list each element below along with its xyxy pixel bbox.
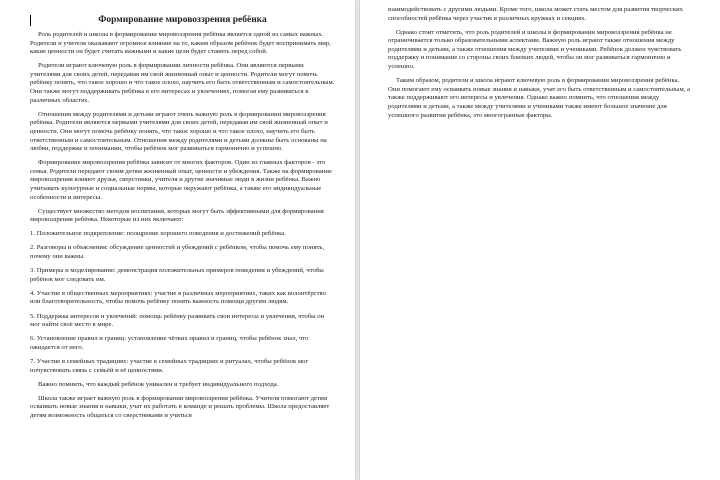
paragraph: 6. Установление правил и границ: установление чётких правил и границ, чтобы ребёнок знал, что ожидается от него. [30,335,309,351]
document-title: Формирование мировоззрения ребёнка [98,15,267,25]
paragraph: 2. Разговоры и объяснения: обсуждение ценностей и убеждений с ребёнком, чтобы помочь ему понять, почему они важны. [30,244,325,261]
paragraph: Отношения между родителями и детьми играют очень важную роль в формировании мировоззрения ребёнка. Родители являются первыми учителями для своих детей, передавая им свой жизненный опыт и ценности. Они могут помочь ребёнку понять, что такое хорошо и что такое плохо, научить его быть ответственным и самостоятельным. Отношения между родителями и детьми должны быть основаны на любви, поддержке и понимании, чтобы ребёнок мог развиваться гармонично и успешно. [30,110,328,153]
paragraph: 4. Участие в общественных мероприятиях: участие в различных мероприятиях, таких как волонтёрство или благотворительность, чтобы помочь ребёнку понять важность помощи другим людям. [30,289,327,306]
paragraph: Роль родителей и школы в формировании мировоззрения ребёнка является одной из самых важных. Родители и учителя оказывают огромное влияние на то, каким образом ребёнок будет воспринимать мир, какие ценности он будет считать важными и какие цели будет ставить перед собой. [30,31,331,56]
paragraph: 1. Положительное подкрепление: поощрение хорошего поведения и достижений ребёнка. [30,230,286,238]
paragraph: Родители играют ключевую роль в формировании личности ребёнка. Они являются первыми учителями для своих детей, передавая им свой жизненный опыт и ценности. Родители могут помочь ребёнку понять, что такое хорошо и что такое плохо, научить его быть ответственным и самостоятельным. Они также могут поддерживать ребёнка в его интересах и увлечениях, помогая ему развиваться в различных областях. [30,62,335,104]
paragraph: взаимодействовать с другими людьми. Кроме того, школа может стать местом для развития творческих способностей ребёнка через участие в различных кружках и секциях. [388,6,684,22]
paragraph: 3. Примеры и моделирование: демонстрация положительных примеров поведения и убеждений, чтобы ребёнок мог следовать им. [30,267,324,283]
paragraph: Таким образом, родители и школа играют ключевую роль в формировании мировоззрения ребёнка. Они помогают ему осваивать новые знания и навыки, учат его быть ответственным и самостоятельным, а также поддерживают его интересы и увлечения. Однако важно помнить, что отношения между родителями и детьми, а также между учителями и учениками также имеют большое значение для успешного развития ребёнка, это многогранные факторы. [388,77,690,119]
paragraph: Существует множество методов воспитания, которые могут быть эффективными для формирования мировоззрения ребёнка. Некоторые из них включают: [30,207,324,224]
document-page-2[interactable] [360,0,720,480]
paragraph: Важно помнить, что каждый ребёнок уникален и требует индивидуального подхода. [38,380,279,388]
page-1-content [30,14,335,426]
paragraph: Однако стоит отметить, что роль родителей и школы в формировании мировоззрения ребёнка не ограничивается только образовательными аспектами. Важную роль играют также отношения между родителями и детьми, а также отношения между учителями и учениками. Ребёнок должен чувствовать поддержку и понимание со стороны своих близких людей, чтобы он мог развиваться гармонично и успешно. [388,28,682,71]
paragraph: 5. Поддержка интересов и увлечений: помощь ребёнку развивать свои интересы и увлечения, чтобы он мог найти своё место в мире. [30,312,325,329]
document-page-1[interactable] [0,0,355,480]
page-2-body [388,6,690,120]
paragraph: Школа также играет важную роль в формировании мировоззрения ребёнка. Учителя помогают детям осваивать новые знания и навыки, учат их работать в команде и решать проблемы. Школа предоставляет детям возможность общаться со сверстниками и учиться [30,394,330,419]
paragraph: 7. Участие в семейных традициях: участие в семейных традициях и ритуалах, чтобы ребёнок мог почувствовать связь с семьёй и её ценностями. [30,357,309,374]
page-2-content [388,6,690,126]
page-1-body [30,31,335,420]
paragraph: Формирование мировоззрения ребёнка зависит от многих факторов. Один из главных факторов - это семья. Родители передают своим детям жизненный опыт, ценности и убеждения. Также на формирование мировоззрения влияют друзья, сверстники, учителя и другие значимые люди в жизни ребёнка. Важно учитывать культурные и социальные нормы, которые окружают ребёнка, а также его индивидуальные особенности и интересы. [30,159,332,201]
